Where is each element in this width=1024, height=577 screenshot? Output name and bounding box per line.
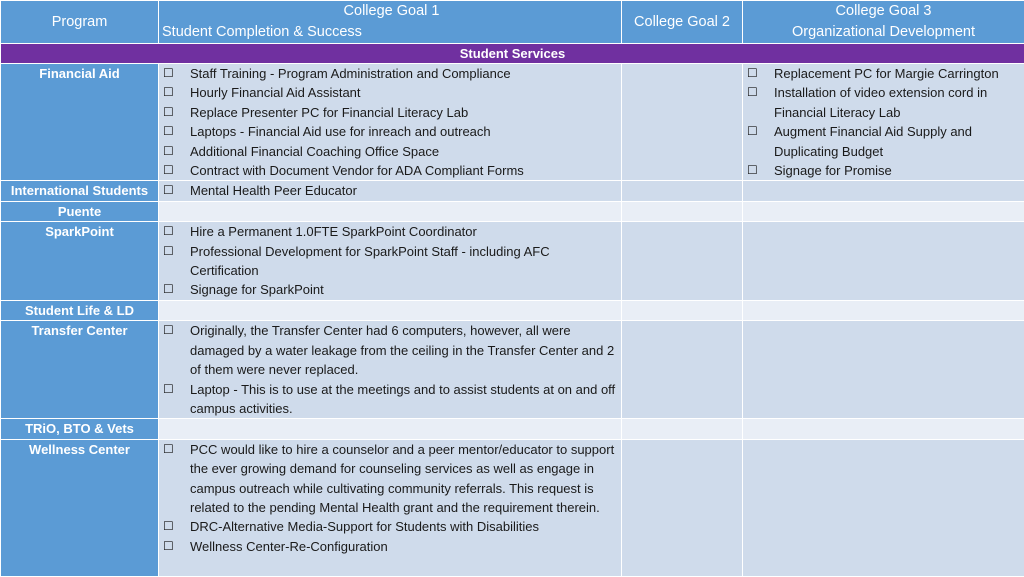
header-program: Program: [1, 1, 159, 44]
list-item: ☐ PCC would like to hire a counselor and a peer mentor/educator to support the ever growing demand for counseling services as well as engage in campus outreach while cultivating community referrals. This request is related to the pending Mental Health grant and the requirement therein.: [163, 440, 617, 518]
goal-1-cell: [159, 321, 622, 419]
list-item: ☐ Laptops - Financial Aid use for inreach and outreach: [163, 122, 617, 141]
list-item: ☐ Additional Financial Coaching Office Space: [163, 142, 617, 161]
goal-2-cell: [622, 321, 743, 419]
program-name: Puente: [1, 201, 159, 221]
goal-3-cell: [743, 300, 1024, 320]
header-row: [1, 1, 1024, 44]
table-row: [1, 321, 1024, 419]
list-item: ☐ Staff Training - Program Administration and Compliance: [163, 64, 617, 83]
program-name: SparkPoint: [1, 222, 159, 301]
table-row: [1, 181, 1024, 201]
goal-3-cell: [743, 201, 1024, 221]
goal-2-cell: [622, 64, 743, 181]
list-item: ☐ Mental Health Peer Educator: [163, 181, 617, 200]
list-item: ☐ Wellness Center-Re-Configuration: [163, 537, 617, 556]
list-item: ☐ Professional Development for SparkPoint Staff - including AFC Certification: [163, 242, 617, 281]
list-item: ☐ DRC-Alternative Media-Support for Students with Disabilities: [163, 517, 617, 536]
list-item: ☐ Augment Financial Aid Supply and Duplicating Budget: [747, 122, 1020, 161]
section-row: [1, 44, 1024, 64]
program-name: Wellness Center: [1, 439, 159, 576]
goal-2-cell: [622, 222, 743, 301]
program-name: Student Life & LD: [1, 300, 159, 320]
table-row: [1, 419, 1024, 439]
header-goal-2: College Goal 2: [622, 1, 743, 44]
goal-2-cell: [622, 439, 743, 576]
table-row: [1, 439, 1024, 576]
section-title: Student Services: [1, 44, 1024, 64]
goal-1-cell: [159, 181, 622, 201]
list-item: ☐ Replacement PC for Margie Carrington: [747, 64, 1020, 83]
table-row: [1, 201, 1024, 221]
goal-1-cell: [159, 300, 622, 320]
program-name: Transfer Center: [1, 321, 159, 419]
list-item: ☐ Originally, the Transfer Center had 6 computers, however, all were damaged by a water leakage from the ceiling in the Transfer Center and 2 of them were never replaced.: [163, 321, 617, 379]
goal-3-cell: [743, 419, 1024, 439]
goal-3-cell: [743, 222, 1024, 301]
goal-3-cell: [743, 321, 1024, 419]
program-name: TRiO, BTO & Vets: [1, 419, 159, 439]
header-goal-3-subtitle: Organizational Development: [792, 24, 975, 40]
goal-1-cell: [159, 64, 622, 181]
table-row: [1, 64, 1024, 181]
goal-1-cell: [159, 222, 622, 301]
list-item: ☐ Installation of video extension cord in Financial Literacy Lab: [747, 83, 1020, 122]
goal-2-cell: [622, 300, 743, 320]
list-item: ☐ Laptop - This is to use at the meetings and to assist students at on and off campus activities.: [163, 380, 617, 419]
goal-2-cell: [622, 201, 743, 221]
header-goal-1: [159, 1, 622, 44]
list-item: ☐ Hire a Permanent 1.0FTE SparkPoint Coordinator: [163, 222, 617, 241]
program-name: Financial Aid: [1, 64, 159, 181]
goal-3-cell: [743, 64, 1024, 181]
goal-3-cell: [743, 181, 1024, 201]
goal-1-cell: [159, 439, 622, 576]
header-goal-1-subtitle: Student Completion & Success: [162, 24, 362, 40]
list-item: ☐ Signage for SparkPoint: [163, 280, 617, 299]
goal-2-cell: [622, 419, 743, 439]
header-goal-3: [743, 1, 1024, 44]
goal-2-cell: [622, 181, 743, 201]
list-item: ☐ Hourly Financial Aid Assistant: [163, 83, 617, 102]
goal-1-cell: [159, 419, 622, 439]
header-goal-1-title: College Goal 1: [162, 1, 621, 22]
program-name: International Students: [1, 181, 159, 201]
table-row: [1, 300, 1024, 320]
goal-1-cell: [159, 201, 622, 221]
list-item: ☐ Contract with Document Vendor for ADA Compliant Forms: [163, 161, 617, 180]
list-item: ☐ Signage for Promise: [747, 161, 1020, 180]
header-goal-3-title: College Goal 3: [836, 3, 932, 19]
table-row: [1, 222, 1024, 301]
list-item: ☐ Replace Presenter PC for Financial Literacy Lab: [163, 103, 617, 122]
goal-3-cell: [743, 439, 1024, 576]
